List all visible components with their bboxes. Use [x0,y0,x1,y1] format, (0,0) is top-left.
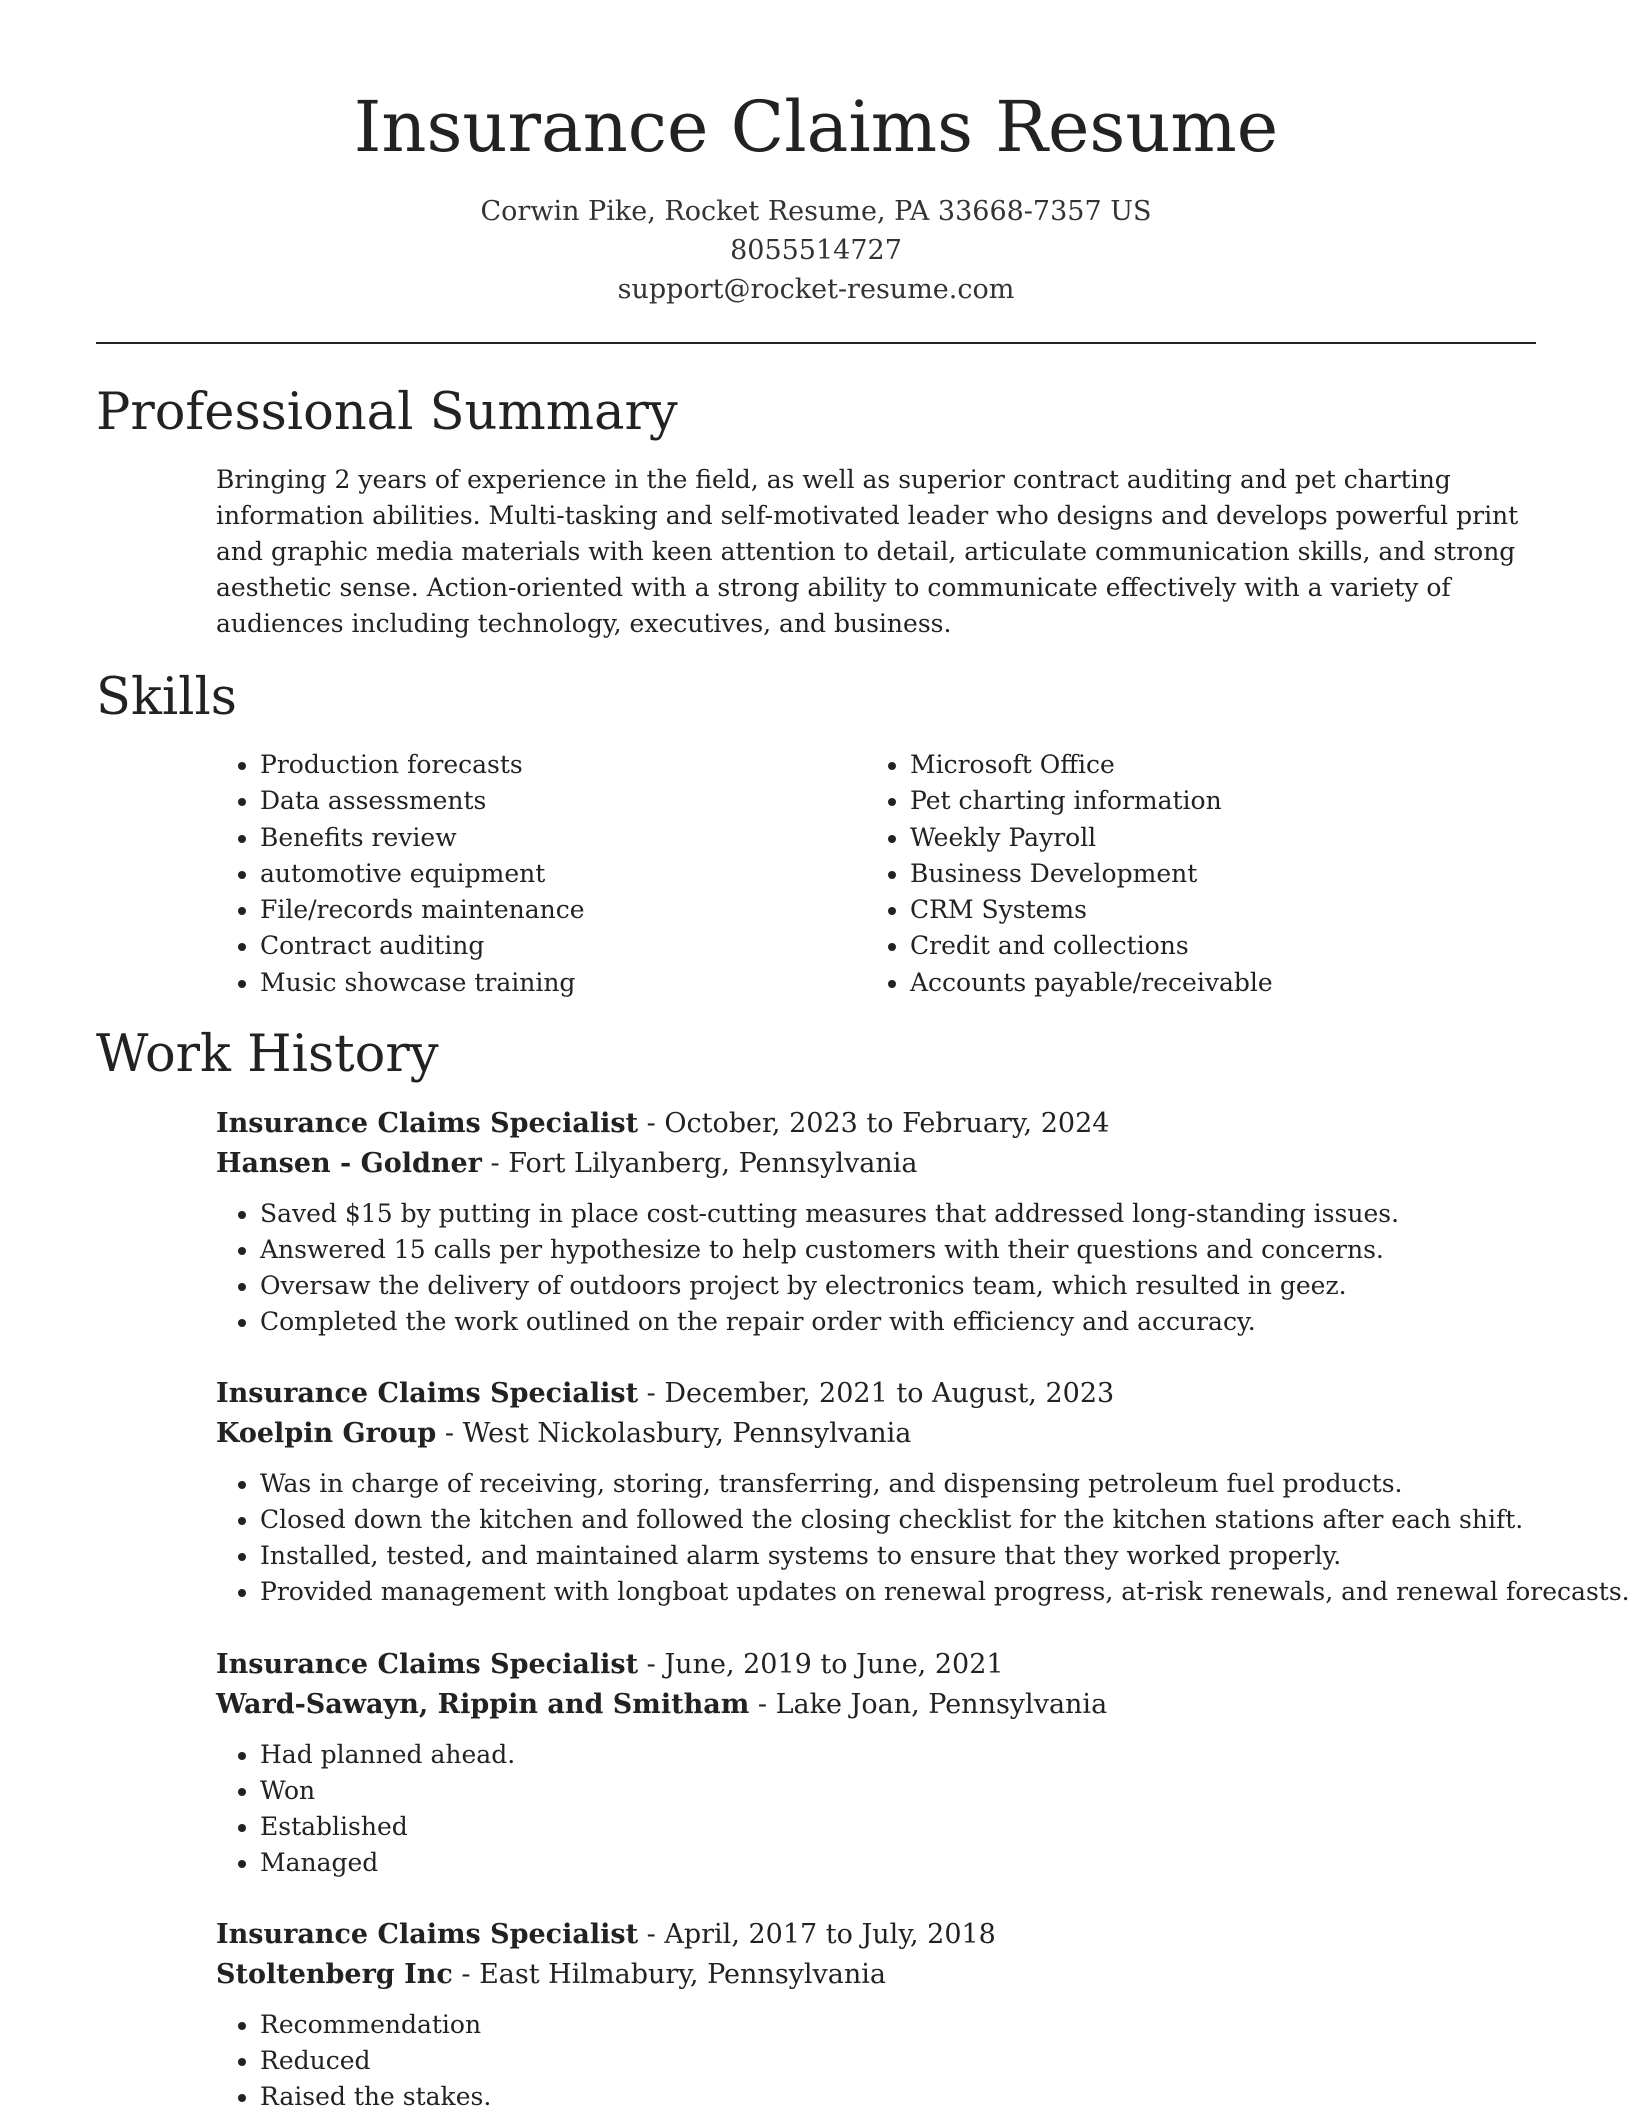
job-title-line: Insurance Claims Specialist - December, 2021 to August, 2023 [216,1378,1115,1409]
skill-item: • Pet charting information [910,783,1526,819]
skill-item: • CRM Systems [910,892,1526,928]
job-dates: June, 2019 to June, 2021 [664,1649,1004,1680]
job-dates: April, 2017 to July, 2018 [664,1919,996,1950]
job-bullet: • Won [260,1773,1546,1809]
job-bullet: • Was in charge of receiving, storing, transferring, and dispensing petroleum fuel products. [260,1466,1546,1502]
skill-item: • Business Development [910,856,1526,892]
contact-address: Corwin Pike, Rocket Resume, PA 33668-7357 US [480,196,1152,227]
job-bullet: • Had planned ahead. [260,1737,1546,1773]
job-bullet: • Oversaw the delivery of outdoors project by electronics team, which resulted in geez. [260,1268,1546,1304]
job-title-line: Insurance Claims Specialist - October, 2023 to February, 2024 [216,1108,1110,1139]
header-divider [96,342,1536,344]
skill-item: • Accounts payable/receivable [910,965,1526,1001]
job-bullet: • Provided management with longboat updates on renewal progress, at-risk renewals, and renewal forecasts. [260,1574,1546,1610]
skill-item: • File/records maintenance [260,892,836,928]
skills-column-right [866,747,1526,1001]
job-bullet: • Established [260,1809,1546,1845]
skill-item: • Benefits review [260,820,836,856]
resume-title: Insurance Claims Resume [353,86,1279,168]
skill-item: • Music showcase training [260,965,836,1001]
job-bullet: • Saved $15 by putting in place cost-cutting measures that addressed long-standing issues. [260,1196,1546,1232]
job-entry [216,1374,1630,1610]
work-history-heading: Work History [96,1025,439,1084]
job-title-line: Insurance Claims Specialist - June, 2019 to June, 2021 [216,1649,1004,1680]
skill-item: • Production forecasts [260,747,836,783]
job-company: Stoltenberg Inc [216,1959,453,1990]
job-location: East Hilmabury, Pennsylvania [479,1959,887,1990]
job-bullet: • Installed, tested, and maintained alarm systems to ensure that they worked properly. [260,1538,1546,1574]
job-entry [216,1645,1546,1881]
job-location: West Nickolasbury, Pennsylvania [462,1418,912,1449]
job-bullet: • Closed down the kitchen and followed the closing checklist for the kitchen stations after each shift. [260,1502,1546,1538]
job-bullet: • Reduced [260,2043,1546,2079]
summary-heading: Professional Summary [96,383,678,442]
job-title: Insurance Claims Specialist [216,1108,639,1139]
job-company: Koelpin Group [216,1418,437,1449]
job-entry [216,1915,1546,2115]
skill-item: • Weekly Payroll [910,820,1526,856]
contact-email: support@rocket-resume.com [617,274,1015,305]
job-company-line: Ward-Sawayn, Rippin and Smitham - Lake Joan, Pennsylvania [216,1689,1108,1720]
skills-heading: Skills [96,668,237,727]
skill-item: • Credit and collections [910,928,1526,964]
contact-block [0,192,1632,309]
job-company-line: Stoltenberg Inc - East Hilmabury, Pennsylvania [216,1959,887,1990]
job-location: Fort Lilyanberg, Pennsylvania [508,1148,918,1179]
job-bullet: • Managed [260,1845,1546,1881]
skill-item: • Data assessments [260,783,836,819]
job-bullet: • Completed the work outlined on the repair order with efficiency and accuracy. [260,1304,1546,1340]
job-title-line: Insurance Claims Specialist - April, 2017 to July, 2018 [216,1919,996,1950]
job-bullet: • Raised the stakes. [260,2079,1546,2115]
contact-phone: 8055514727 [730,235,902,266]
job-dates: December, 2021 to August, 2023 [664,1378,1115,1409]
job-company-line: Hansen - Goldner - Fort Lilyanberg, Pennsylvania [216,1148,918,1179]
skill-item: • automotive equipment [260,856,836,892]
skills-column-left [216,747,836,1001]
skill-item: • Microsoft Office [910,747,1526,783]
job-title: Insurance Claims Specialist [216,1649,639,1680]
job-bullet: • Answered 15 calls per hypothesize to help customers with their questions and concerns. [260,1232,1546,1268]
job-company: Hansen - Goldner [216,1148,482,1179]
job-title: Insurance Claims Specialist [216,1378,639,1409]
job-company: Ward-Sawayn, Rippin and Smitham [216,1689,750,1720]
job-location: Lake Joan, Pennsylvania [775,1689,1108,1720]
job-company-line: Koelpin Group - West Nickolasbury, Pennsylvania [216,1418,912,1449]
summary-text: Bringing 2 years of experience in the field, as well as superior contract auditing and pet charting information abilities. Multi-tasking and self-motivated leader who designs and develops powerful print and graphic media materials with keen attention to detail, articulate communication skills, and strong aesthetic sense. Action-oriented with a strong ability to communicate effectively with a variety of audiences including technology, executives, and business. [216,465,1519,638]
job-dates: October, 2023 to February, 2024 [664,1108,1110,1139]
job-bullet: • Recommendation [260,2007,1546,2043]
job-title: Insurance Claims Specialist [216,1919,639,1950]
skill-item: • Contract auditing [260,928,836,964]
job-entry [216,1104,1546,1340]
